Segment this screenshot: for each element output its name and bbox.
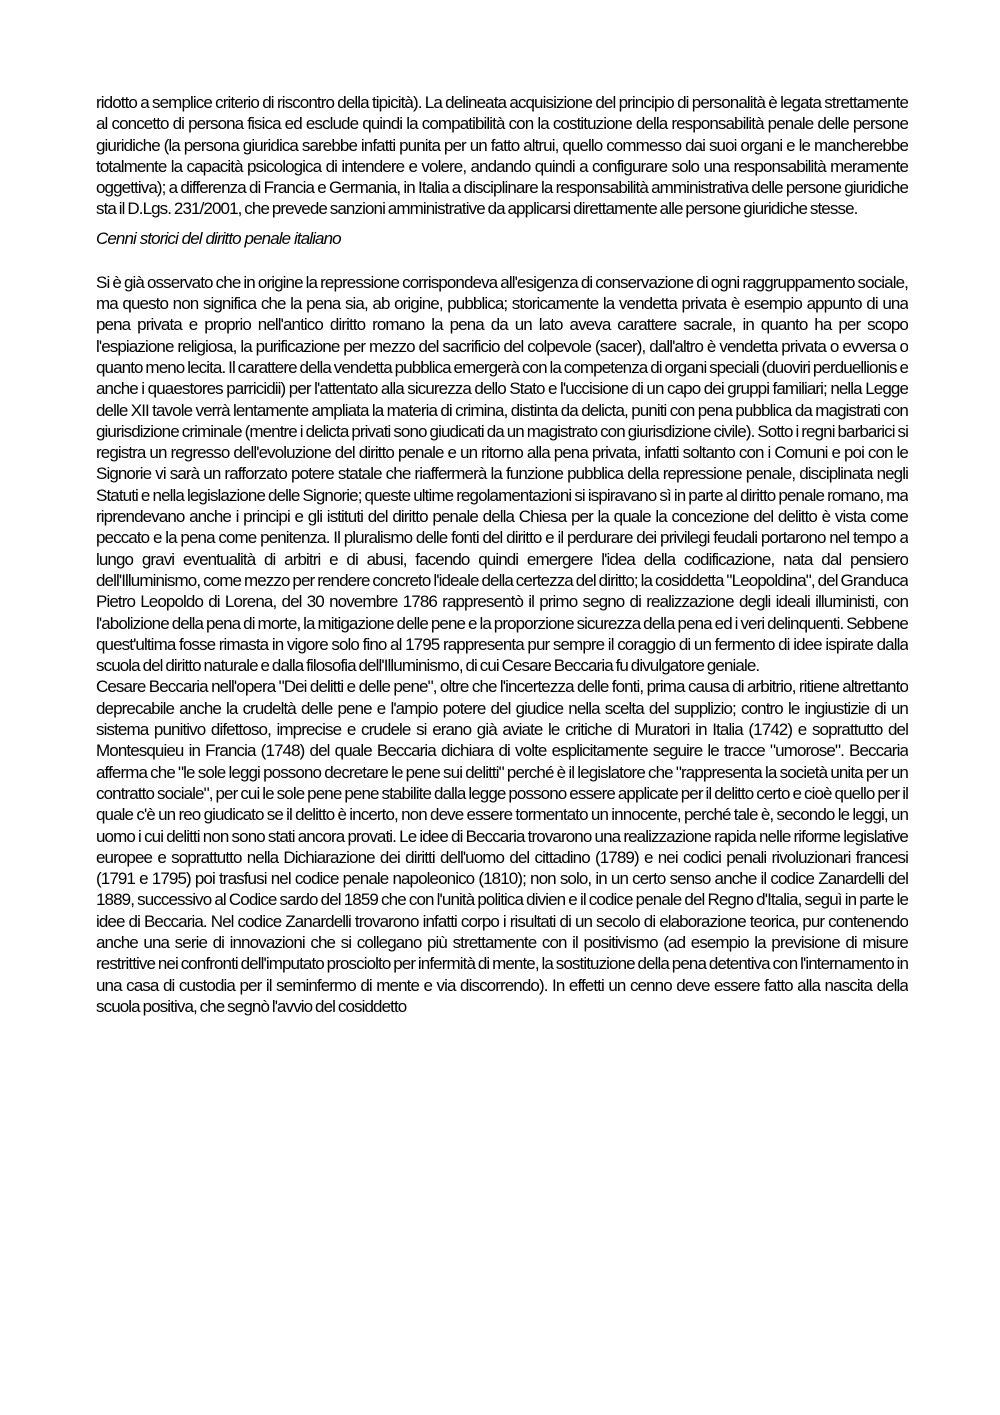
- paragraph-personality-principle: ridotto a semplice criterio di riscontro della tipicità). La delineata acquisizione del principio di personalità è legata strettamente al concetto di persona fisica ed esclude quindi la compatibilità con la costituzione della responsabilità penale delle persone giuridiche (la persona giuridica sarebbe infatti punita per un fatto altrui, quello commesso dai suoi organi e le mancherebbe totalmente la capacità psicologica di intendere e volere, andando quindi a configurare solo una responsabilità meramente oggettiva); a differenza di Francia e Germania, in Italia a disciplinare la responsabilità amministrativa delle persone giuridiche sta il D.Lgs. 231/2001, che prevede sanzioni amministrative da applicarsi direttamente alle persone giuridiche stesse.: [96, 93, 908, 219]
- spacer: [96, 262, 908, 272]
- paragraph-history: Si è già osservato che in origine la repressione corrispondeva all'esigenza di conservazione di ogni raggruppamento sociale, ma questo non significa che la pena sia, ab origine, pubblica; storicamente la vendetta privata è esempio appunto di una pena privata e proprio nell'antico diritto romano la pena da un lato aveva carattere sacrale, in quanto ha per scopo l'espiazione religiosa, la purificazione per mezzo del sacrificio del colpevole (sacer), dall'altro è vendetta privata o evversa o quanto meno lecita. Il carattere della vendetta pubblica emergerà con la competenza di organi speciali (duoviri perduellionis e anche i quaestores parricidii) per l'attentato alla sicurezza dello Stato e l'uccisione di un capo dei gruppi familiari; nella Legge delle XII tavole verrà lentamente ampliata la materia di crimina, distinta da delicta, puniti con pena pubblica da magistrati con giurisdizione criminale (mentre i delicta privati sono giudicati da un magistrato con giurisdizione civile). Sotto i regni barbarici si registra un regresso dell'evoluzione del diritto penale e un ritorno alla pena privata, infatti soltanto con i Comuni e poi con le Signorie vi sarà un rafforzato potere statale che riaffermerà la funzione pubblica della repressione penale, disciplinata negli Statuti e nella legislazione delle Signorie; queste ultime regolamentazioni si ispiravano sì in parte al diritto penale romano, ma riprendevano anche i principi e gli istituti del diritto penale della Chiesa per la quale la concezione del delitto è vista come peccato e la pena come penitenza. Il pluralismo delle fonti del diritto e il perdurare dei privilegi feudali portarono nel tempo a lungo gravi eventualità di arbitri e di abusi, facendo quindi emergere l'idea della codificazione, nata dal pensiero dell'Illuminismo, come mezzo per rendere concreto l'ideale della certezza del diritto; la cosiddetta "Leopoldina", del Granduca Pietro Leopoldo di Lorena, del 30 novembre 1786 rappresentò il primo segno di realizzazione degli ideali illuministi, con l'abolizione della pena di morte, la mitigazione delle pene e la proporzione sicurezza della pena ed i veri delinquenti. Sebbene quest'ultima fosse rimasta in vigore solo fino al 1795 rappresenta pur sempre il coraggio di un fermento di idee ispirate dalla scuola del diritto naturale e dalla filosofia dell'Illuminismo, di cui Cesare Beccaria fu divulgatore geniale.: [96, 272, 908, 676]
- paragraph-beccaria: Cesare Beccaria nell'opera "Dei delitti e delle pene", oltre che l'incertezza delle fonti, prima causa di arbitrio, ritiene altrettanto deprecabile anche la crudeltà delle pene e l'ampio potere del giudice nella scelta del supplizio; contro le ingiustizie di un sistema punitivo difettoso, imprecise e crudele si erano già aviate le critiche di Muratori in Italia (1742) e soprattutto del Montesquieu in Francia (1748) del quale Beccaria dichiara di volte esplicitamente seguire le tracce "umorose". Beccaria afferma che "le sole leggi possono decretare le pene sui delitti" perché è il legislatore che "rappresenta la società unita per un contratto sociale", per cui le sole pene pene stabilite dalla legge possono essere applicate per il delitto certo e cioè quello per il quale c'è un reo giudicato se il delitto è incerto, non deve essere tormentato un innocente, perché tale è, secondo le leggi, un uomo i cui delitti non sono stati ancora provati. Le idee di Beccaria trovarono una realizzazione rapida nelle riforme legislative europee e soprattutto nella Dichiarazione dei diritti dell'uomo del cittadino (1789) e nei codici penali rivoluzionari francesi (1791 e 1795) poi trasfusi nel codice penale napoleonico (1810); non solo, in un certo senso anche il codice Zanardelli del 1889, successivo al Codice sardo del 1859 che con l'unità politica divien e il codice penale del Regno d'Italia, seguì in parte le idee di Beccaria. Nel codice Zanardelli trovarono infatti corpo i risultati di un secolo di elaborazione teorica, pur contenendo anche una serie di innovazioni che si collegano più strettamente con il positivismo (ad esempio la previsione di misure restrittive nei confronti dell'imputato prosciolto per infermità di mente, la sostituzione della pena detentiva con l'internamento in una casa di custodia per il seminfermo di mente e via discorrendo). In effetti un cenno deve essere fatto alla nascita della scuola positiva, che segnò l'avvio del cosiddetto: [96, 677, 908, 1016]
- section-heading: Cenni storici del diritto penale italiano: [96, 228, 341, 248]
- page-body: [96, 92, 908, 1332]
